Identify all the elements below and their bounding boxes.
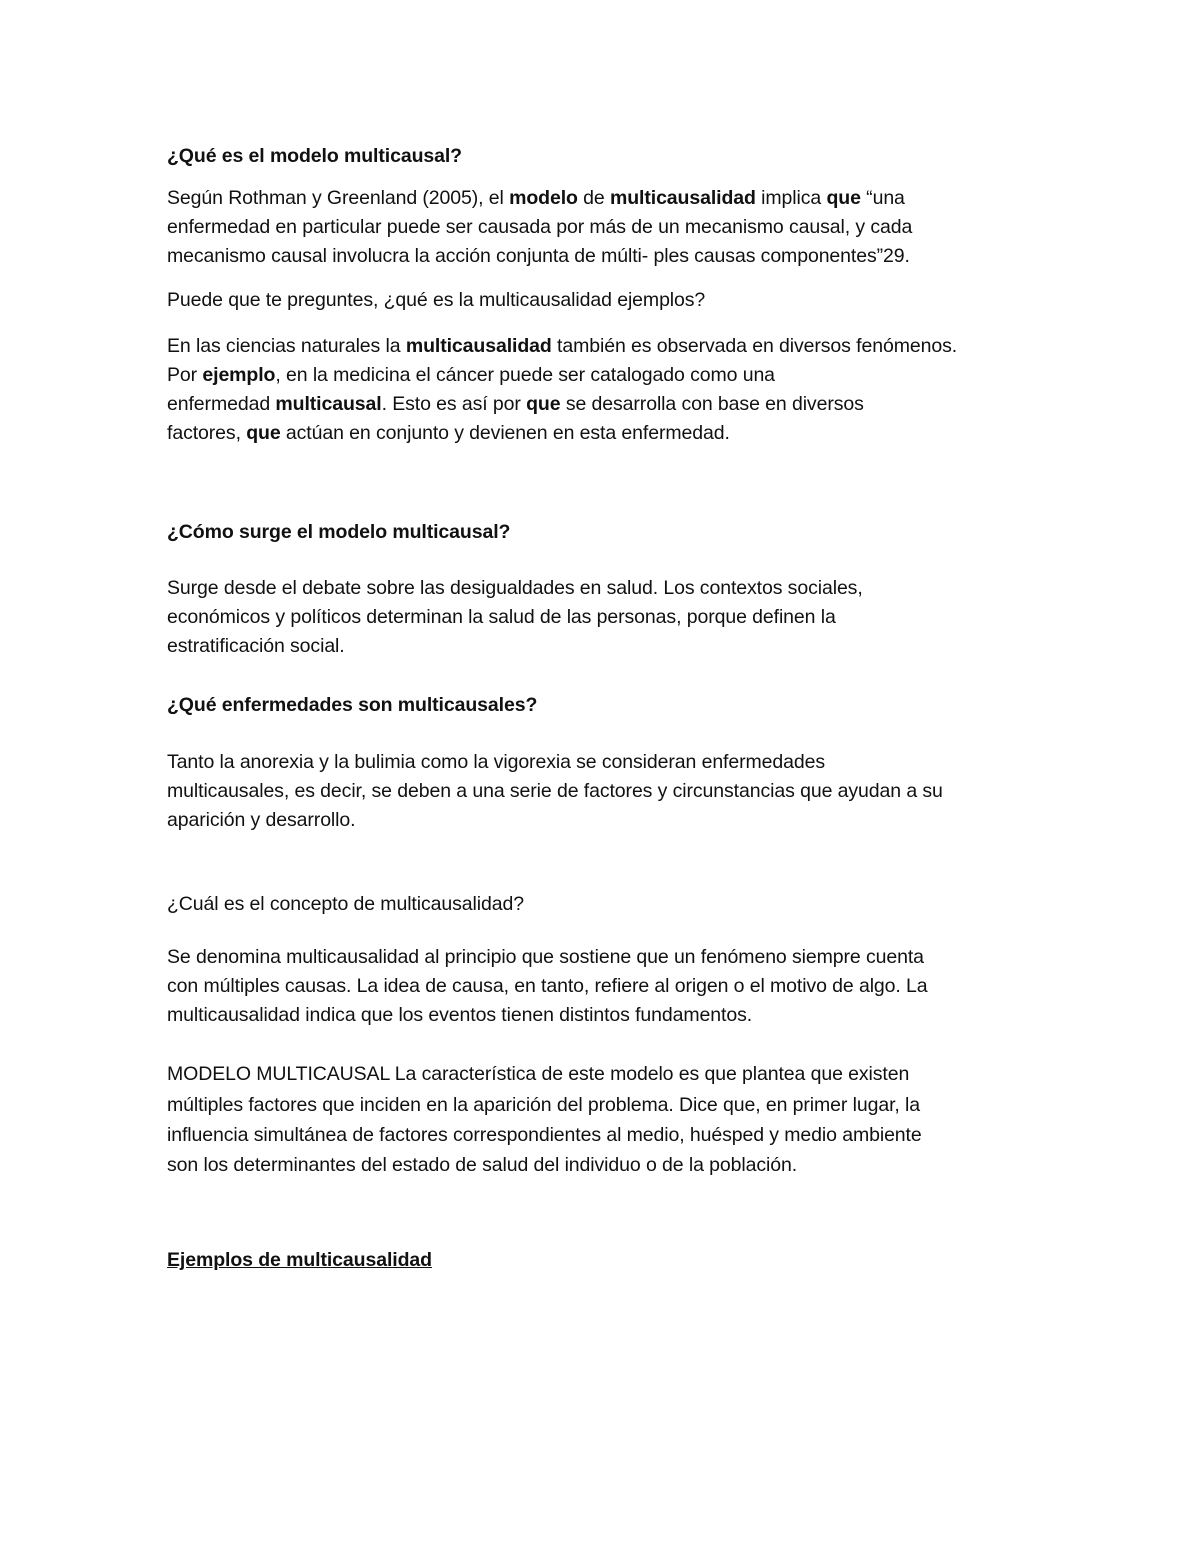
paragraph-ciencias-line-1: En las ciencias naturales la multicausalidad también es observada en diversos fenómenos.	[167, 335, 958, 357]
paragraph-puede-que: Puede que te preguntes, ¿qué es la multicausalidad ejemplos?	[167, 289, 706, 311]
paragraph-modelo-line-2: múltiples factores que inciden en la aparición del problema. Dice que, en primer lugar, la	[167, 1094, 921, 1116]
paragraph-denomina-line-3: multicausalidad indica que los eventos tienen distintos fundamentos.	[167, 1004, 753, 1026]
paragraph-tanto-line-2: multicausales, es decir, se deben a una serie de factores y circunstancias que ayudan a su	[167, 780, 943, 802]
paragraph-rothman-line-3: mecanismo causal involucra la acción conjunta de múlti- ples causas componentes”29.	[167, 245, 910, 267]
paragraph-surge-line-2: económicos y políticos determinan la salud de las personas, porque definen la	[167, 606, 836, 628]
heading-cual-es-concepto: ¿Cuál es el concepto de multicausalidad?	[167, 893, 524, 915]
paragraph-surge-line-3: estratificación social.	[167, 635, 345, 657]
paragraph-modelo-line-3: influencia simultánea de factores correspondientes al medio, huésped y medio ambiente	[167, 1124, 922, 1146]
paragraph-denomina-line-2: con múltiples causas. La idea de causa, en tanto, refiere al origen o el motivo de algo. La	[167, 975, 928, 997]
paragraph-rothman-line-1: Según Rothman y Greenland (2005), el modelo de multicausalidad implica que “una	[167, 187, 905, 209]
paragraph-ciencias-line-2: Por ejemplo, en la medicina el cáncer puede ser catalogado como una	[167, 364, 775, 386]
paragraph-ciencias-line-3: enfermedad multicausal. Esto es así por que se desarrolla con base en diversos	[167, 393, 864, 415]
heading-que-enfermedades: ¿Qué enfermedades son multicausales?	[167, 694, 538, 716]
paragraph-modelo-line-1: MODELO MULTICAUSAL La característica de este modelo es que plantea que existen	[167, 1063, 910, 1085]
paragraph-modelo-line-4: son los determinantes del estado de salud del individuo o de la población.	[167, 1154, 798, 1176]
paragraph-ciencias-line-4: factores, que actúan en conjunto y devienen en esta enfermedad.	[167, 422, 730, 444]
paragraph-tanto-line-1: Tanto la anorexia y la bulimia como la vigorexia se consideran enfermedades	[167, 751, 826, 773]
heading-ejemplos: Ejemplos de multicausalidad	[167, 1249, 432, 1271]
paragraph-rothman-line-2: enfermedad en particular puede ser causada por más de un mecanismo causal, y cada	[167, 216, 913, 238]
heading-que-es-modelo: ¿Qué es el modelo multicausal?	[167, 145, 462, 167]
paragraph-tanto-line-3: aparición y desarrollo.	[167, 809, 356, 831]
paragraph-denomina-line-1: Se denomina multicausalidad al principio que sostiene que un fenómeno siempre cuenta	[167, 946, 924, 968]
paragraph-surge-line-1: Surge desde el debate sobre las desigualdades en salud. Los contextos sociales,	[167, 577, 863, 599]
heading-como-surge: ¿Cómo surge el modelo multicausal?	[167, 521, 511, 543]
